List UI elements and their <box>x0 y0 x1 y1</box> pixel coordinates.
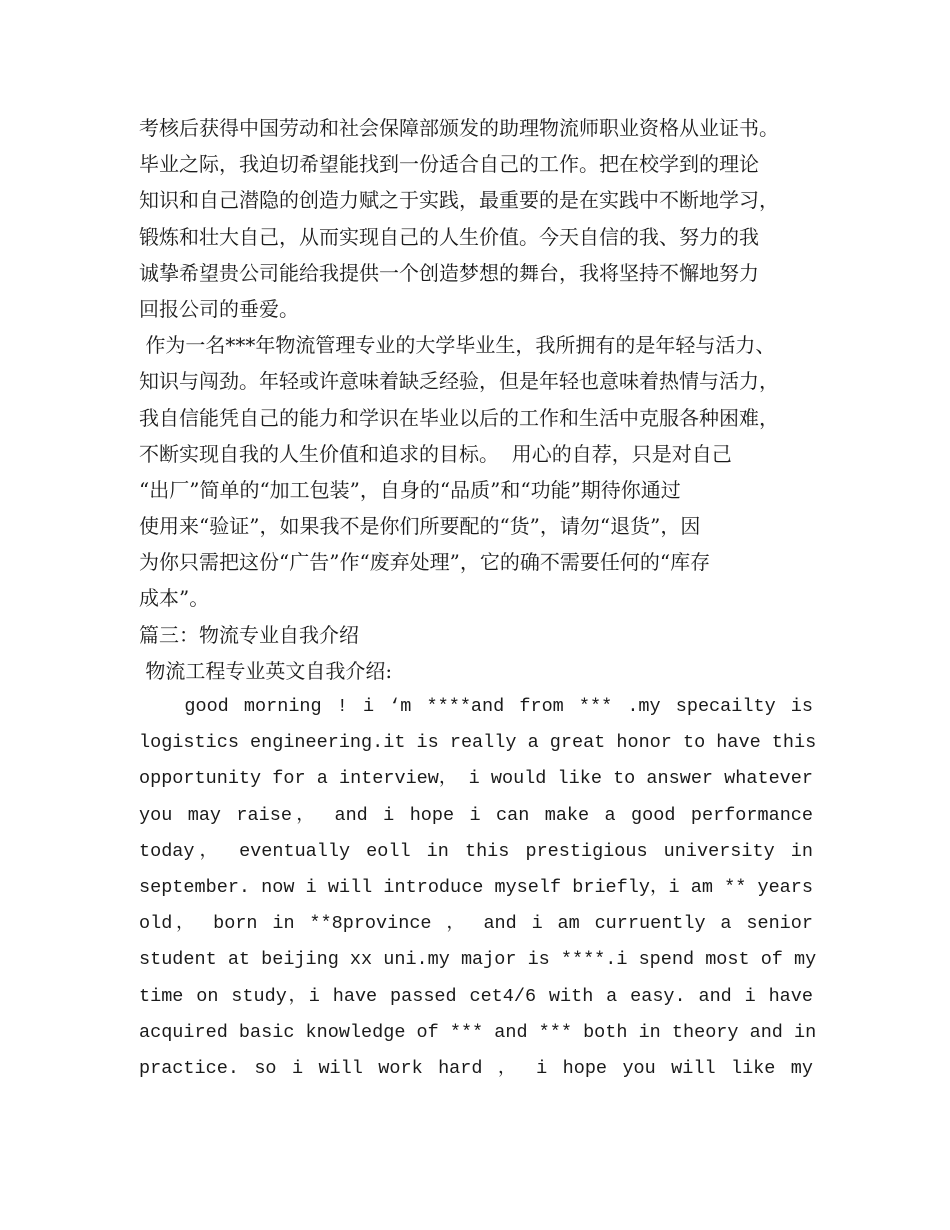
english-paragraph-line: time on study，i have passed cet4/6 with a easy. and i have <box>139 985 813 1007</box>
paragraph-line: “出厂”简单的“加工包装”，自身的“品质”和“功能”期待你通过 <box>139 477 681 502</box>
paragraph-line: 为你只需把这份“广告”作“废弃处理”，它的确不需要任何的“库存 <box>139 550 711 575</box>
english-paragraph-line: good morning ! i ‘m ****and from *** .my specailty is <box>139 696 813 717</box>
english-paragraph-line: old， born in **8province ， and i am curruently a senior <box>139 913 813 935</box>
english-paragraph-line: practice. so i will work hard ， i hope you will like my <box>139 1057 813 1079</box>
paragraph-line: 诚挚希望贵公司能给我提供一个创造梦想的舞台，我将坚持不懈地努力 <box>139 260 759 285</box>
paragraph-line: 不断实现自我的人生价值和追求的目标。 用心的自荐，只是对自己 <box>139 441 732 466</box>
english-paragraph-line: september. now i will introduce myself briefly，i am ** years <box>139 876 813 898</box>
subheading: 物流工程专业英文自我介绍: <box>139 658 393 683</box>
paragraph-line: 知识和自己潜隐的创造力赋之于实践，最重要的是在实践中不断地学习， <box>139 188 779 213</box>
english-paragraph-line: you may raise， and i hope i can make a good performance <box>139 804 813 826</box>
paragraph-line: 使用来“验证”，如果我不是你们所要配的“货”，请勿“退货”，因 <box>139 514 701 539</box>
paragraph-line: 毕业之际，我迫切希望能找到一份适合自己的工作。把在校学到的理论 <box>139 152 759 177</box>
paragraph-line: 锻炼和壮大自己，从而实现自己的人生价值。今天自信的我、努力的我 <box>139 224 759 249</box>
paragraph-line: 回报公司的垂爱。 <box>139 296 299 321</box>
paragraph-line: 作为一名***年物流管理专业的大学毕业生，我所拥有的是年轻与活力、 <box>139 333 776 358</box>
paragraph-line: 知识与闯劲。年轻或许意味着缺乏经验，但是年轻也意味着热情与活力， <box>139 369 779 394</box>
paragraph-line: 考核后获得中国劳动和社会保障部颁发的助理物流师职业资格从业证书。 <box>139 116 779 140</box>
paragraph-line: 成本”。 <box>139 586 210 611</box>
document-body <box>139 110 817 1087</box>
english-paragraph-line: acquired basic knowledge of *** and *** both in theory and in <box>139 1021 817 1043</box>
english-paragraph-line: today， eventually eoll in this prestigious university in <box>139 840 813 862</box>
paragraph-line: 我自信能凭自己的能力和学识在毕业以后的工作和生活中克服各种困难， <box>139 405 779 430</box>
english-paragraph-line: opportunity for a interview， i would like to answer whatever <box>139 768 813 790</box>
english-paragraph-line: logistics engineering.it is really a great honor to have this <box>139 732 817 754</box>
section-heading: 篇三：物流专业自我介绍 <box>139 622 359 647</box>
english-paragraph-line: student at beijing xx uni.my major is ****.i spend most of my <box>139 949 817 971</box>
